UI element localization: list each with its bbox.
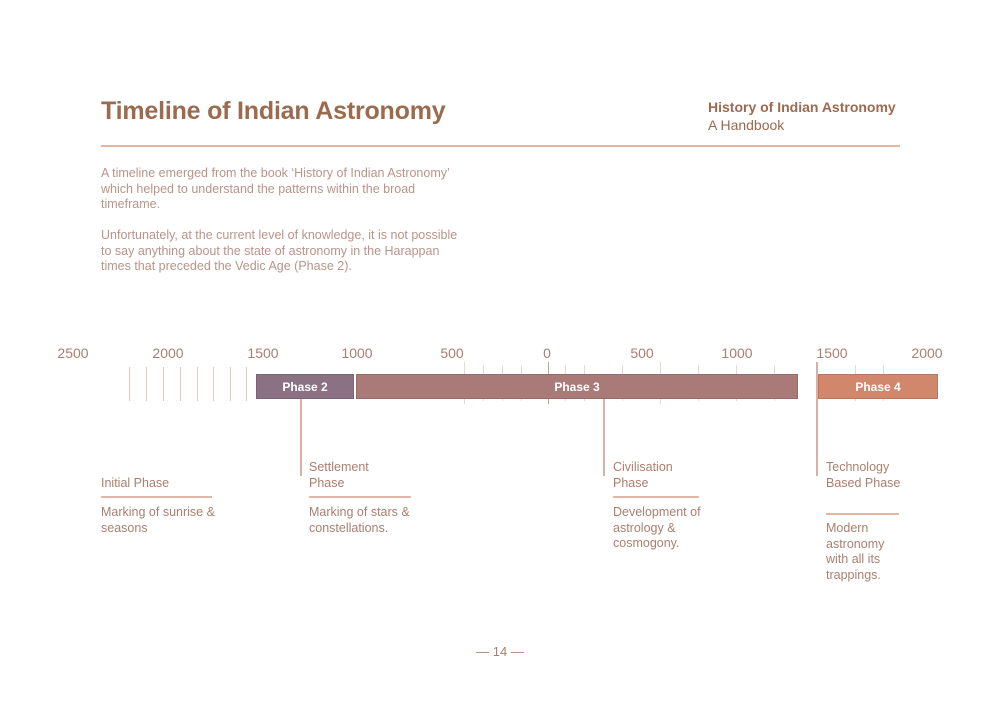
initial-phase-stripe xyxy=(180,367,181,401)
phase-4-bar: Phase 4 xyxy=(818,374,938,399)
technology-phase-divider xyxy=(826,513,899,515)
tick-label: 500 xyxy=(630,345,654,361)
initial-phase-stripe xyxy=(213,367,214,401)
initial-phase-stripe xyxy=(129,367,130,401)
initial-phase-stripe xyxy=(163,367,164,401)
settlement-guide-line xyxy=(300,399,302,476)
initial-phase-label: Initial Phase xyxy=(101,476,170,490)
settlement-phase-description: Marking of stars & constellations. xyxy=(309,505,410,535)
initial-phase-stripe xyxy=(246,367,247,401)
initial-phase-divider xyxy=(101,496,212,498)
tick-label: 1000 xyxy=(341,345,373,361)
technology-phase-label: Technology Based Phase xyxy=(826,460,901,490)
initial-phase-stripe xyxy=(230,367,231,401)
initial-phase-stripe xyxy=(197,367,198,401)
civilisation-phase-divider xyxy=(613,496,699,498)
tick-label: 1500 xyxy=(247,345,279,361)
phase-3-bar: Phase 3 xyxy=(356,374,798,399)
tick-label: 2500 xyxy=(57,345,89,361)
technology-phase-description: Modern astronomy with all its trappings. xyxy=(826,521,885,582)
civilisation-phase-label: Civilisation Phase xyxy=(613,460,673,490)
tick-label: 1500 xyxy=(816,345,848,361)
page-title: Timeline of Indian Astronomy xyxy=(101,97,446,125)
tick-label: 2000 xyxy=(152,345,184,361)
phase-2-bar: Phase 2 xyxy=(256,374,354,399)
book-title: History of Indian Astronomy xyxy=(708,99,896,115)
intro-paragraph-2: Unfortunately, at the current level of knowledge, it is not possible to say anything about the state of astronomy in the Harappan times that preceded the Vedic Age (Phase 2). xyxy=(101,228,458,274)
civilisation-guide-line xyxy=(603,399,605,476)
tick-label: 0 xyxy=(543,345,551,361)
settlement-phase-label: Settlement Phase xyxy=(309,460,369,490)
tick-label: 2000 xyxy=(911,345,943,361)
civilisation-phase-description: Development of astrology & cosmogony. xyxy=(613,505,701,551)
settlement-phase-divider xyxy=(309,496,411,498)
initial-phase-stripe xyxy=(146,367,147,401)
initial-phase-description: Marking of sunrise & seasons xyxy=(101,505,215,535)
technology-guide-line xyxy=(816,362,818,476)
page-number: — 14 — xyxy=(476,644,524,659)
book-subtitle: A Handbook xyxy=(708,117,785,133)
tick-label: 1000 xyxy=(721,345,753,361)
tick-label: 500 xyxy=(440,345,464,361)
intro-paragraph-1: A timeline emerged from the book ‘History of Indian Astronomy’ which helped to understand the patterns within the broad timeframe. xyxy=(101,166,450,212)
